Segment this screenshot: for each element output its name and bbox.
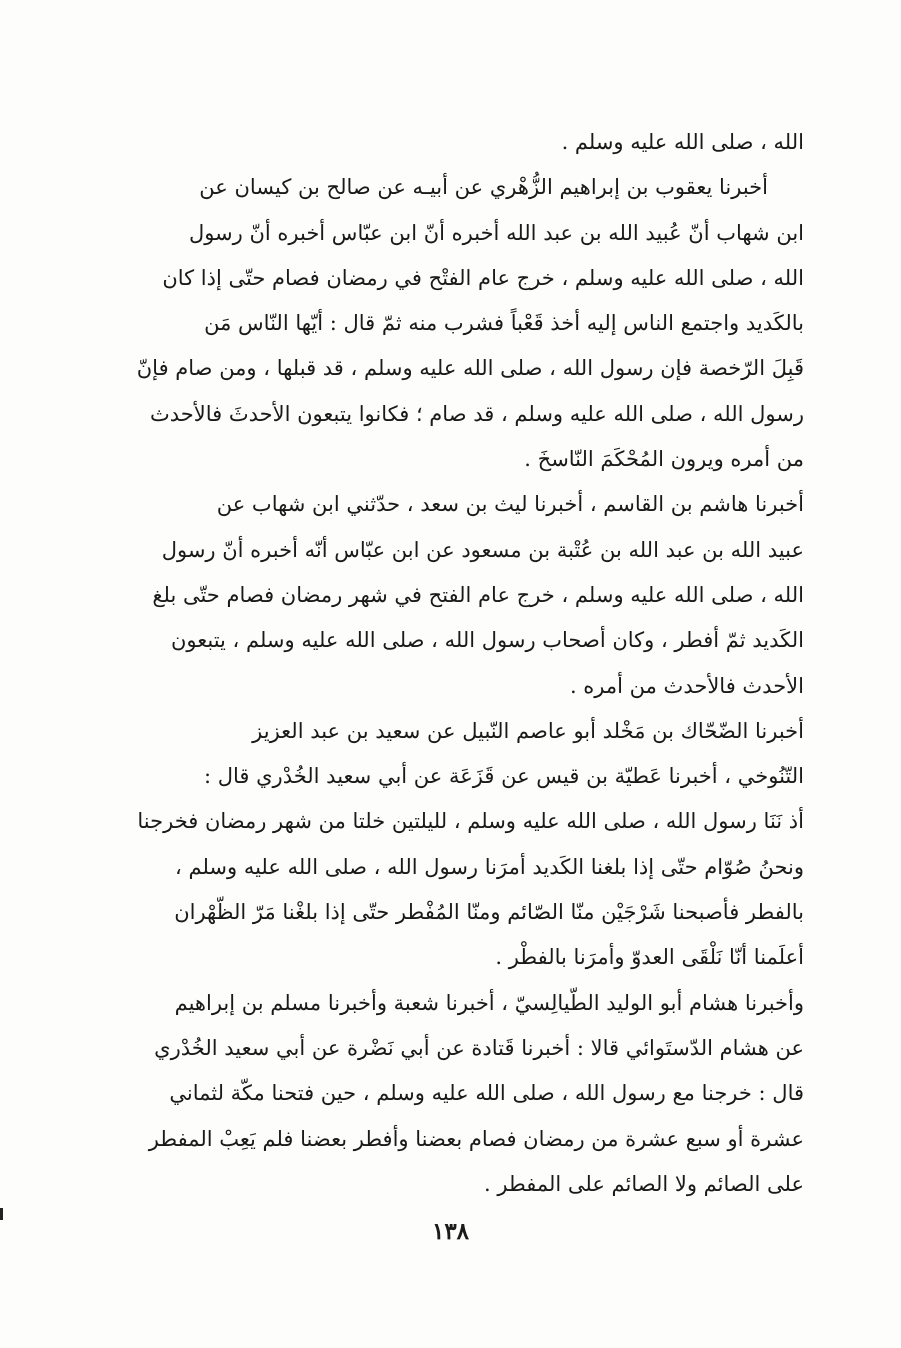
text-line: أخبرنا يعقوب بن إبراهيم الزُّهْري عن أبيـه عن صالح بن كيسان عن xyxy=(199,175,768,200)
text-line: عبيد الله بن عبد الله بن عُتْبة بن مسعود عن ابن عبّاس أنّه أخبره أنّ رسول xyxy=(161,537,804,562)
scan-edge-mark xyxy=(0,1208,3,1220)
text-line: على الصائم ولا الصائم على المفطر . xyxy=(484,1171,804,1196)
text-line: ابن شهاب أنّ عُبيد الله بن عبد الله أخبره أنّ ابن عبّاس أخبره أنّ رسول xyxy=(188,220,804,245)
text-line: ونحنُ صُوّام حتّى إذا بلغنا الكَديد أمرَنا رسول الله ، صلى الله عليه وسلم ، xyxy=(175,854,804,879)
text-line: عشرة أو سبع عشرة من رمضان فصام بعضنا وأفطر بعضنا فلم يَعِبْ المفطر xyxy=(148,1126,804,1151)
text-line: بالفطر فأصبحنا شَرْجَيْن منّا الصّائم ومنّا المُفْطر حتّى إذا بلغْنا مَرّ الظّهْران xyxy=(174,900,804,925)
text-line: وأخبرنا هشام أبو الوليد الطّيالِسيّ ، أخبرنا شعبة وأخبرنا مسلم بن إبراهيم xyxy=(174,990,804,1015)
text-line: أعلَمنا أنّا نَلْقَى العدوّ وأمرَنا بالفطْر . xyxy=(495,945,804,970)
text-line: الأحدث فالأحدث من أمره . xyxy=(569,673,804,698)
text-line: الكَديد ثمّ أفطر ، وكان أصحاب رسول الله ، صلى الله عليه وسلم ، يتبعون xyxy=(170,628,804,653)
text-line: بالكَديد واجتمع الناس إليه أخذ قَعْباً فشرب منه ثمّ قال : أيّها النّاس مَن xyxy=(204,311,804,336)
text-line: الله ، صلى الله عليه وسلم . xyxy=(561,130,804,154)
text-line: رسول الله ، صلى الله عليه وسلم ، قد صام ؛ فكانوا يتبعون الأحدثَ فالأحدث xyxy=(150,401,804,426)
text-line: عن هشام الدّستَوائي قالا : أخبرنا قَتادة عن أبي نَضْرة عن أبي سعيد الخُدْري xyxy=(154,1035,804,1060)
body-text xyxy=(108,120,804,1207)
text-line: من أمره ويرون المُحْكَمَ النّاسخَ . xyxy=(524,447,804,472)
text-line: التّنُوخي ، أخبرنا عَطيّة بن قيس عن قَزَعَة عن أبي سعيد الخُدْري قال : xyxy=(204,764,804,789)
text-line: أذ نَنَا رسول الله ، صلى الله عليه وسلم ، لليلتين خلتا من شهر رمضان فخرجنا xyxy=(137,809,804,834)
text-line: قَبِلَ الرّخصة فإن رسول الله ، صلى الله عليه وسلم ، قد قبلها ، ومن صام فإنّ xyxy=(136,356,804,381)
text-line: أخبرنا هاشم بن القاسم ، أخبرنا ليث بن سعد ، حدّثني ابن شهاب عن xyxy=(216,492,804,517)
text-line: قال : خرجنا مع رسول الله ، صلى الله عليه وسلم ، حين فتحنا مكّة لثماني xyxy=(169,1081,804,1106)
text-line: الله ، صلى الله عليه وسلم ، خرج عام الفتْح في رمضان فصام حتّى إذا كان xyxy=(162,265,804,290)
text-line: الله ، صلى الله عليه وسلم ، خرج عام الفتح في شهر رمضان فصام حتّى بلغ xyxy=(152,582,804,607)
page-number: ١٣٨ xyxy=(431,1218,470,1245)
text-line: أخبرنا الضّحّاك بن مَخْلد أبو عاصم النّبيل عن سعيد بن عبد العزيز xyxy=(252,718,804,743)
